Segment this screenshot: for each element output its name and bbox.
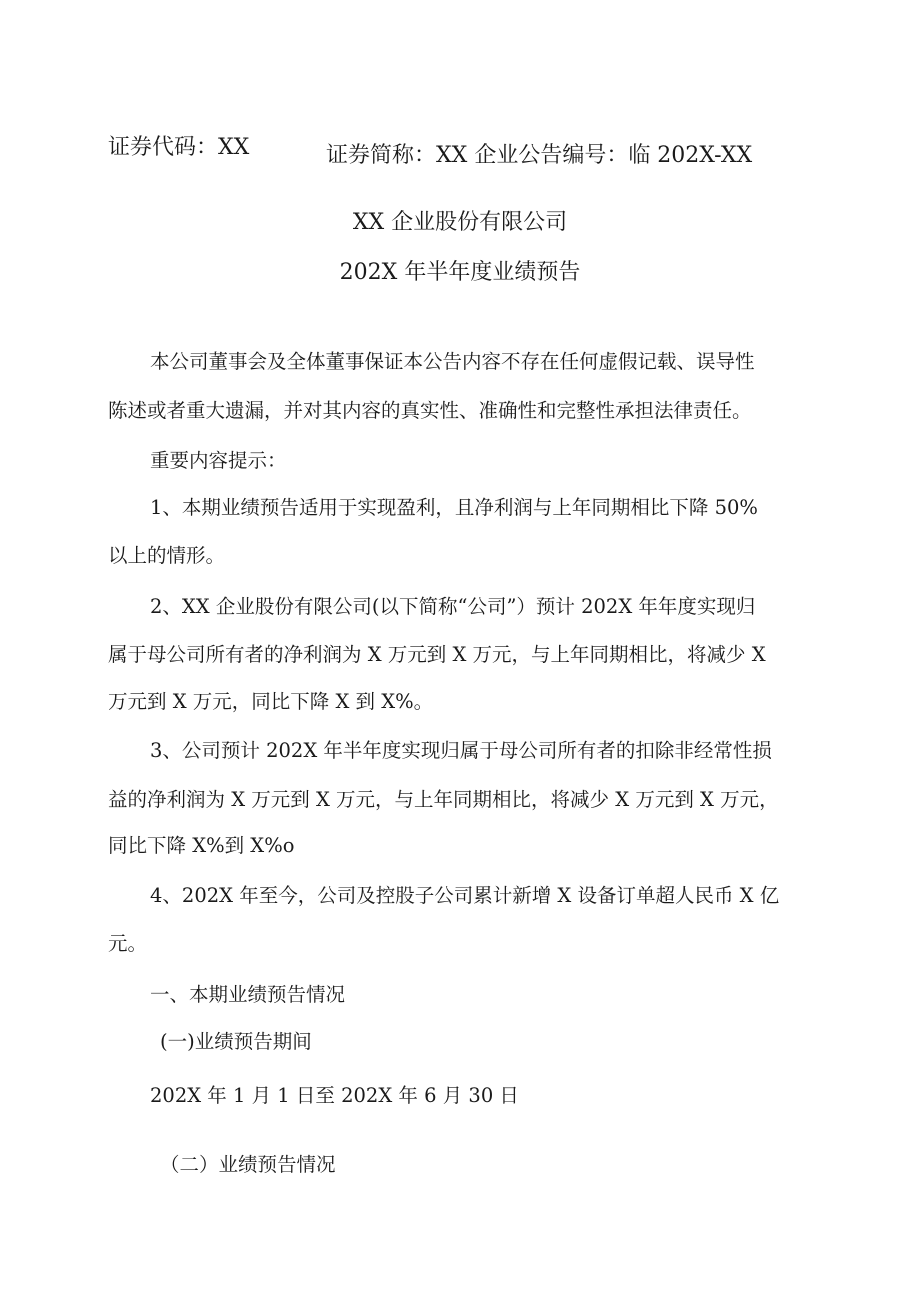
item4-line-2: 元。 (108, 932, 148, 955)
stock-code: 证券代码：XX (108, 135, 250, 160)
report-title: 202X 年半年度业绩预告 (339, 260, 581, 285)
disclaimer-line-1: 本公司董事会及全体董事保证本公告内容不存在任何虚假记载、误导性 (150, 350, 755, 373)
item2-line-3: 万元到 X 万元，同比下降 X 到 X%。 (108, 690, 434, 713)
item2-line-2: 属于母公司所有者的净利润为 X 万元到 X 万元，与上年同期相比，将减少 X (108, 643, 766, 666)
item3-line-1: 3、公司预计 202X 年半年度实现归属于母公司所有者的扣除非经常性损 (150, 739, 772, 762)
item3-line-3: 同比下降 X%到 X%o (108, 834, 295, 857)
subsection-2-heading: （二）业绩预告情况 (160, 1153, 336, 1176)
item1-line-1: 1、本期业绩预告适用于实现盈利，且净利润与上年同期相比下降 50% (150, 496, 758, 519)
item1-line-2: 以上的情形。 (108, 544, 226, 567)
item2-line-1: 2、XX 企业股份有限公司(以下简称“公司”）预计 202X 年年度实现归 (150, 595, 756, 618)
disclaimer-line-2: 陈述或者重大遗漏，并对其内容的真实性、准确性和完整性承担法律责任。 (108, 399, 752, 422)
highlights-heading: 重要内容提示： (150, 449, 287, 472)
item3-line-2: 益的净利润为 X 万元到 X 万元，与上年同期相比，将减少 X 万元到 X 万元， (108, 788, 779, 811)
section-1-heading: 一、本期业绩预告情况 (150, 983, 346, 1006)
company-name-title: XX 企业股份有限公司 (352, 210, 568, 235)
stock-abbreviation-and-announcement-number: 证券简称：XX 企业公告编号：临 202X-XX (326, 143, 753, 168)
item4-line-1: 4、202X 年至今，公司及控股子公司累计新增 X 设备订单超人民币 X 亿 (150, 884, 780, 907)
subsection-1-heading: (一)业绩预告期间 (160, 1030, 312, 1053)
forecast-period: 202X 年 1 月 1 日至 202X 年 6 月 30 日 (150, 1084, 519, 1107)
